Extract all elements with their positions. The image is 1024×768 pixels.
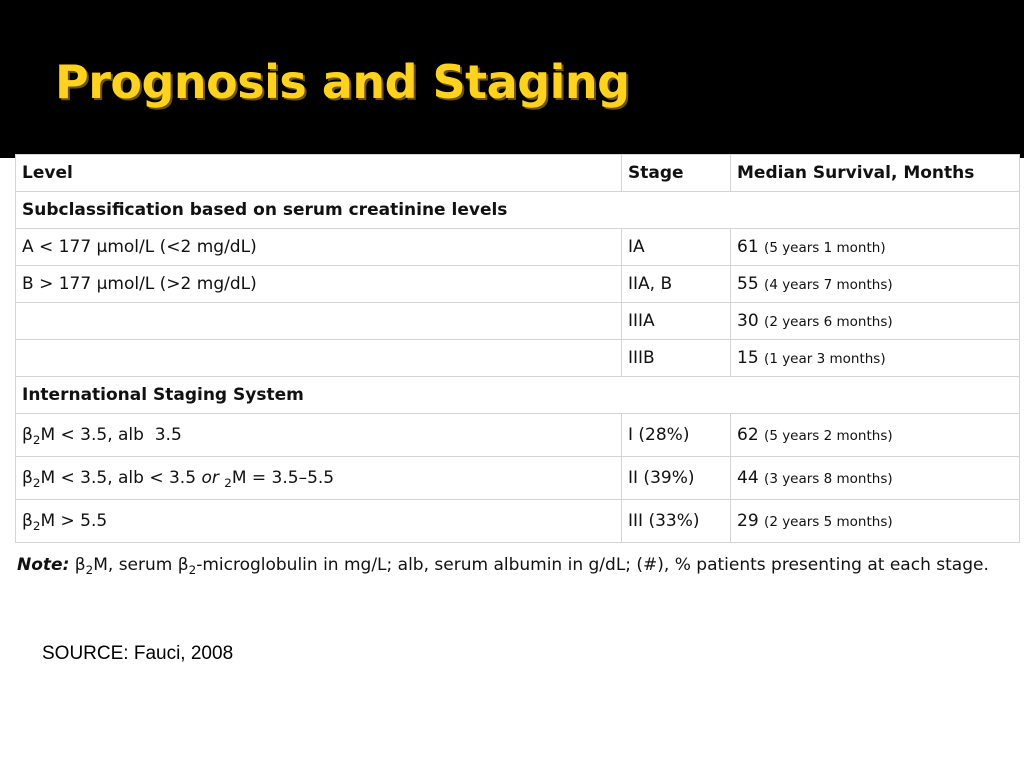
- table-container: [15, 154, 1019, 612]
- table-row: [16, 303, 1020, 340]
- table-row: [16, 229, 1020, 266]
- survival-cell: [731, 229, 1020, 266]
- subscript: 2: [32, 519, 41, 534]
- subscript: 2: [32, 476, 41, 491]
- table-header-row: [16, 155, 1020, 192]
- survival-months: 44: [737, 468, 759, 488]
- title-band: [0, 0, 1024, 158]
- survival-detail: (5 years 1 month): [764, 240, 886, 256]
- survival-detail: (1 year 3 months): [764, 351, 886, 367]
- survival-detail: (3 years 8 months): [764, 471, 893, 487]
- section-row-iss: [16, 377, 1020, 414]
- section-row-creatinine: [16, 192, 1020, 229]
- staging-table: [15, 154, 1020, 543]
- survival-cell: [731, 414, 1020, 457]
- stage-cell: III (33%): [622, 500, 731, 543]
- level-cell: [16, 500, 622, 543]
- table-row: [16, 414, 1020, 457]
- survival-detail: (5 years 2 months): [764, 428, 893, 444]
- survival-months: 30: [737, 311, 759, 331]
- survival-cell: [731, 266, 1020, 303]
- table-row: [16, 340, 1020, 377]
- survival-detail: (4 years 7 months): [764, 277, 893, 293]
- survival-cell: [731, 457, 1020, 500]
- subscript: 2: [224, 476, 232, 491]
- stage-cell: I (28%): [622, 414, 731, 457]
- table-row: [16, 266, 1020, 303]
- stage-cell: IIIB: [622, 340, 731, 377]
- subscript: 2: [85, 563, 94, 578]
- level-cell: [16, 414, 622, 457]
- note-label: Note:: [17, 555, 70, 575]
- level-text: M = 3.5–5.5: [231, 468, 335, 488]
- level-text: M > 5.5: [40, 511, 108, 531]
- survival-months: 15: [737, 348, 759, 368]
- survival-cell: [731, 340, 1020, 377]
- beta-symbol: β: [22, 511, 33, 531]
- level-cell: [16, 303, 622, 340]
- table-row: [16, 500, 1020, 543]
- section-title-iss: International Staging System: [16, 377, 1020, 414]
- survival-months: 55: [737, 274, 759, 294]
- stage-cell: IIIA: [622, 303, 731, 340]
- header-level: Level: [16, 155, 622, 192]
- note-text: -microglobulin in mg/L; alb, serum albumin in g/dL; (#), % patients presenting at each stage.: [196, 555, 989, 575]
- level-cell: [16, 457, 622, 500]
- survival-cell: [731, 303, 1020, 340]
- level-cell: [16, 340, 622, 377]
- table-note: [17, 549, 1015, 582]
- level-text: M < 3.5, alb < 3.5: [40, 468, 202, 488]
- beta-symbol: β: [22, 425, 33, 445]
- level-text: M < 3.5, alb 3.5: [40, 425, 182, 445]
- or-text: or: [201, 468, 219, 488]
- stage-cell: IA: [622, 229, 731, 266]
- source-citation: SOURCE: Fauci, 2008: [42, 643, 234, 664]
- subscript: 2: [188, 563, 197, 578]
- survival-months: 61: [737, 237, 759, 257]
- beta-symbol: β: [177, 555, 189, 575]
- level-cell: B > 177 µmol/L (>2 mg/dL): [16, 266, 622, 303]
- stage-cell: IIA, B: [622, 266, 731, 303]
- subscript: 2: [32, 433, 41, 448]
- beta-symbol: β: [74, 555, 86, 575]
- stage-cell: II (39%): [622, 457, 731, 500]
- section-title-creatinine: Subclassification based on serum creatinine levels: [16, 192, 1020, 229]
- header-survival: Median Survival, Months: [731, 155, 1020, 192]
- beta-symbol: β: [22, 468, 33, 488]
- survival-cell: [731, 500, 1020, 543]
- note-text: M, serum: [93, 555, 178, 575]
- slide-title: Prognosis and Staging: [55, 55, 630, 109]
- survival-months: 62: [737, 425, 759, 445]
- survival-detail: (2 years 5 months): [764, 514, 893, 530]
- header-stage: Stage: [622, 155, 731, 192]
- survival-detail: (2 years 6 months): [764, 314, 893, 330]
- table-row: [16, 457, 1020, 500]
- level-cell: A < 177 µmol/L (<2 mg/dL): [16, 229, 622, 266]
- survival-months: 29: [737, 511, 759, 531]
